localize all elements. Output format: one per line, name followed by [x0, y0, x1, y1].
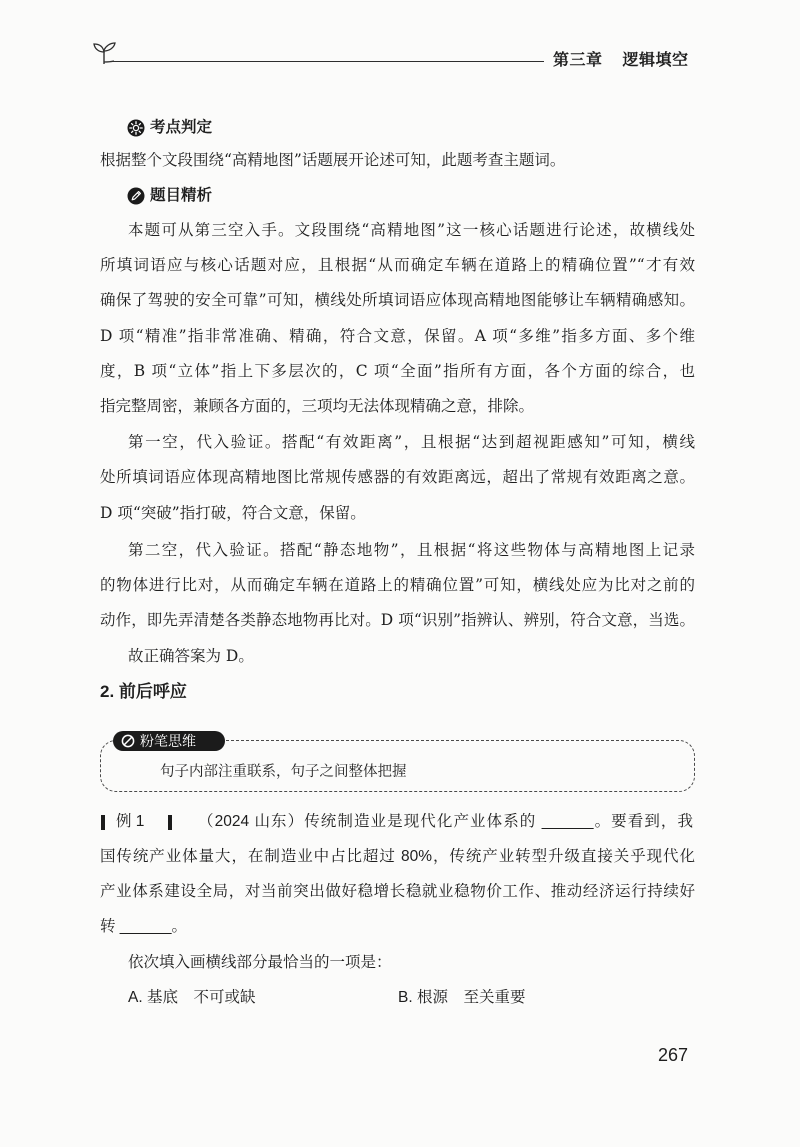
example-line: 国传统产业体量大，在制造业中占比超过 80%，传统产业转型升级直接关乎现代化 — [100, 848, 695, 865]
chapter-number: 第三章 — [553, 50, 603, 69]
analysis-line: 确保了驾驶的安全可靠”可知，横线处所填词语应体现高精地图能够让车辆精确感知。 — [100, 291, 695, 309]
section-title: 2. 前后呼应 — [100, 682, 187, 701]
running-header — [553, 48, 689, 72]
analysis-line: 所填词语应与核心话题对应，且根据“从而确定车辆在道路上的精确位置”“才有效 — [100, 256, 695, 274]
example-line: （2024 山东）传统制造业是现代化产业体系的 ______。要看到，我 — [198, 813, 693, 830]
target-sun-icon — [127, 119, 145, 137]
jingxi-heading: 题目精析 — [150, 187, 213, 204]
analysis-line: 处所填词语应体现高精地图比常规传感器的有效距离远，超出了常规有效距离之意。 — [100, 468, 695, 486]
option-b: B. 根源 至关重要 — [398, 989, 526, 1006]
kaodian-heading: 考点判定 — [150, 119, 213, 136]
analysis-line: D 项“突破”指打破，符合文意，保留。 — [100, 504, 366, 522]
option-a: A. 基底 不可或缺 — [128, 989, 256, 1006]
header-rule — [112, 61, 544, 62]
analysis-line: 的物体进行比对，从而确定车辆在道路上的精确位置”可知，横线处应为比对之前的 — [100, 576, 695, 594]
example-marker — [101, 815, 105, 830]
kaodian-text: 根据整个文段围绕“高精地图”话题展开论述可知，此题考查主题词。 — [100, 151, 566, 169]
example-marker — [168, 815, 172, 830]
tip-text: 句子内部注重联系，句子之间整体把握 — [160, 764, 407, 780]
analysis-line: 指完整周密，兼顾各方面的，三项均无法体现精确之意，排除。 — [100, 397, 535, 415]
example-label: 例 1 — [116, 813, 145, 830]
analysis-line: 第二空，代入验证。搭配“静态地物”，且根据“将这些物体与高精地图上记录 — [128, 541, 695, 559]
page-number: 267 — [658, 1045, 689, 1065]
pencil-icon — [127, 187, 145, 205]
tip-label-pill — [113, 731, 225, 751]
analysis-line: D 项“精准”指非常准确、精确，符合文意，保留。A 项“多维”指多方面、多个维 — [100, 327, 695, 345]
question-prompt: 依次填入画横线部分最恰当的一项是： — [128, 954, 392, 971]
example-line: 转 ______。 — [100, 918, 188, 935]
analysis-line: 第一空，代入验证。搭配“有效距离”，且根据“达到超视距感知”可知，横线 — [128, 433, 695, 451]
example-line: 产业体系建设全局，对当前突出做好稳增长稳就业稳物价工作、推动经济运行持续好 — [100, 883, 695, 900]
chapter-title: 逻辑填空 — [622, 50, 689, 69]
slash-circle-icon — [121, 734, 135, 748]
answer-line: 故正确答案为 D。 — [128, 647, 254, 665]
analysis-line: 动作，即先弄清楚各类静态地物再比对。D 项“识别”指辨认、辨别，符合文意，当选。 — [100, 611, 695, 629]
tip-label: 粉笔思维 — [140, 733, 196, 749]
analysis-line: 本题可从第三空入手。文段围绕“高精地图”这一核心话题进行论述，故横线处 — [128, 221, 695, 239]
analysis-line: 度，B 项“立体”指上下多层次的，C 项“全面”指所有方面，各个方面的综合，也 — [100, 362, 695, 380]
